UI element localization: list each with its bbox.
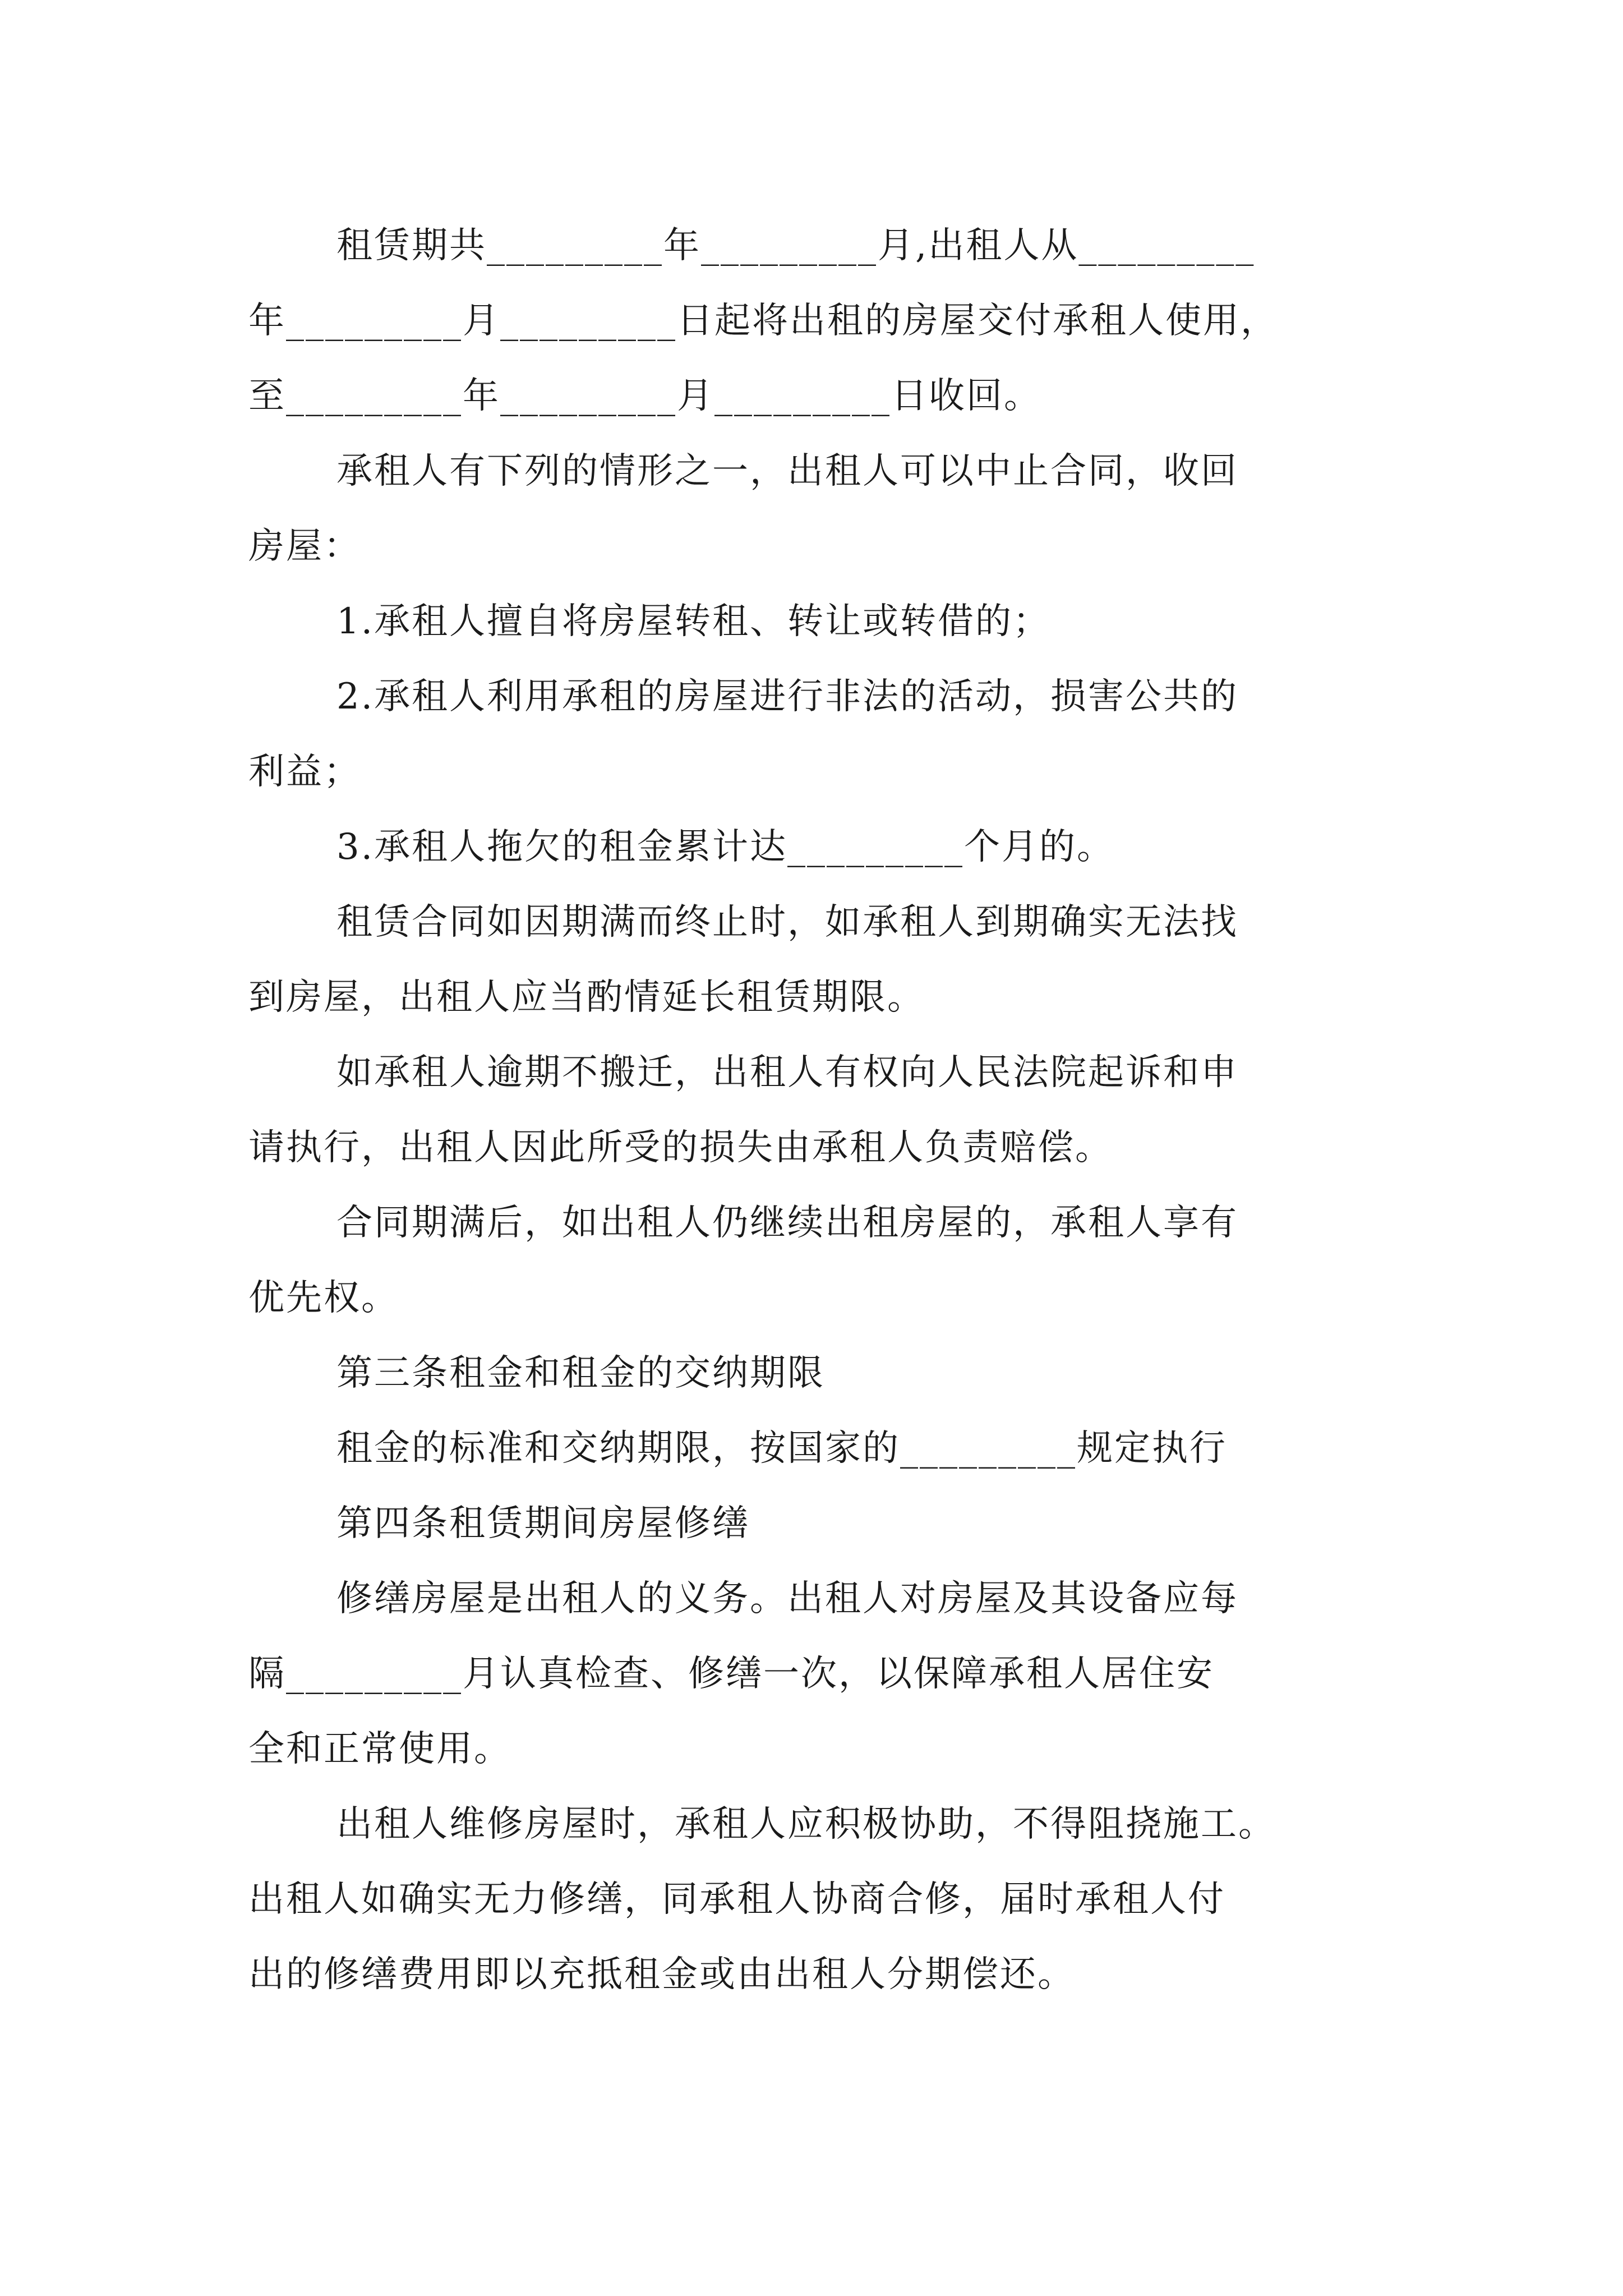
termination-item-2: 2.承租人利用承租的房屋进行非法的活动，损害公共的 [336, 676, 1239, 717]
termination-item-1: 1.承租人擅自将房屋转租、转让或转借的； [336, 601, 1051, 642]
repair-cooperation-line-3: 出的修缮费用即以充抵租金或由出租人分期偿还。 [248, 1954, 1075, 1995]
repair-cooperation-line-2: 出租人如确实无力修缮，同承租人协商合修，届时承租人付 [248, 1879, 1225, 1920]
overdue-line: 如承租人逾期不搬迁，出租人有权向人民法院起诉和申 [336, 1052, 1238, 1093]
article-4-body-line-3: 全和正常使用。 [248, 1728, 511, 1770]
priority-line: 合同期满后，如出租人仍继续出租房屋的，承租人享有 [336, 1202, 1238, 1244]
priority-cont: 优先权。 [248, 1277, 399, 1319]
termination-intro-line: 承租人有下列的情形之一，出租人可以中止合同，收回 [336, 450, 1238, 492]
expiry-extension-line: 租赁合同如因期满而终止时，如承租人到期确实无法找 [336, 901, 1238, 943]
article-4-body-line-2: 隔_________月认真检查、修缮一次，以保障承租人居住安 [248, 1653, 1214, 1695]
termination-item-2-cont: 利益； [248, 751, 361, 793]
termination-intro-cont: 房屋： [248, 526, 361, 567]
lease-term-line: 租赁期共_________年_________月,出租人从_________ [336, 225, 1256, 266]
article-4-heading: 第四条租赁期间房屋修缮 [336, 1503, 750, 1544]
article-4-body-line-1: 修缮房屋是出租人的义务。出租人对房屋及其设备应每 [336, 1578, 1238, 1619]
lease-start-line: 年_________月_________日起将出租的房屋交付承租人使用， [248, 300, 1278, 342]
lease-end-line: 至_________年_________月_________日收回。 [248, 375, 1041, 417]
expiry-extension-cont: 到房屋，出租人应当酌情延长租赁期限。 [248, 977, 925, 1018]
overdue-cont: 请执行，出租人因此所受的损失由承租人负责赔偿。 [248, 1127, 1113, 1168]
article-3-body: 租金的标准和交纳期限，按国家的_________规定执行 [336, 1428, 1227, 1469]
repair-cooperation-line-1: 出租人维修房屋时，承租人应积极协助，不得阻挠施工。 [336, 1803, 1276, 1845]
article-3-heading: 第三条租金和租金的交纳期限 [336, 1352, 825, 1394]
termination-item-3: 3.承租人拖欠的租金累计达_________个月的。 [336, 826, 1115, 868]
